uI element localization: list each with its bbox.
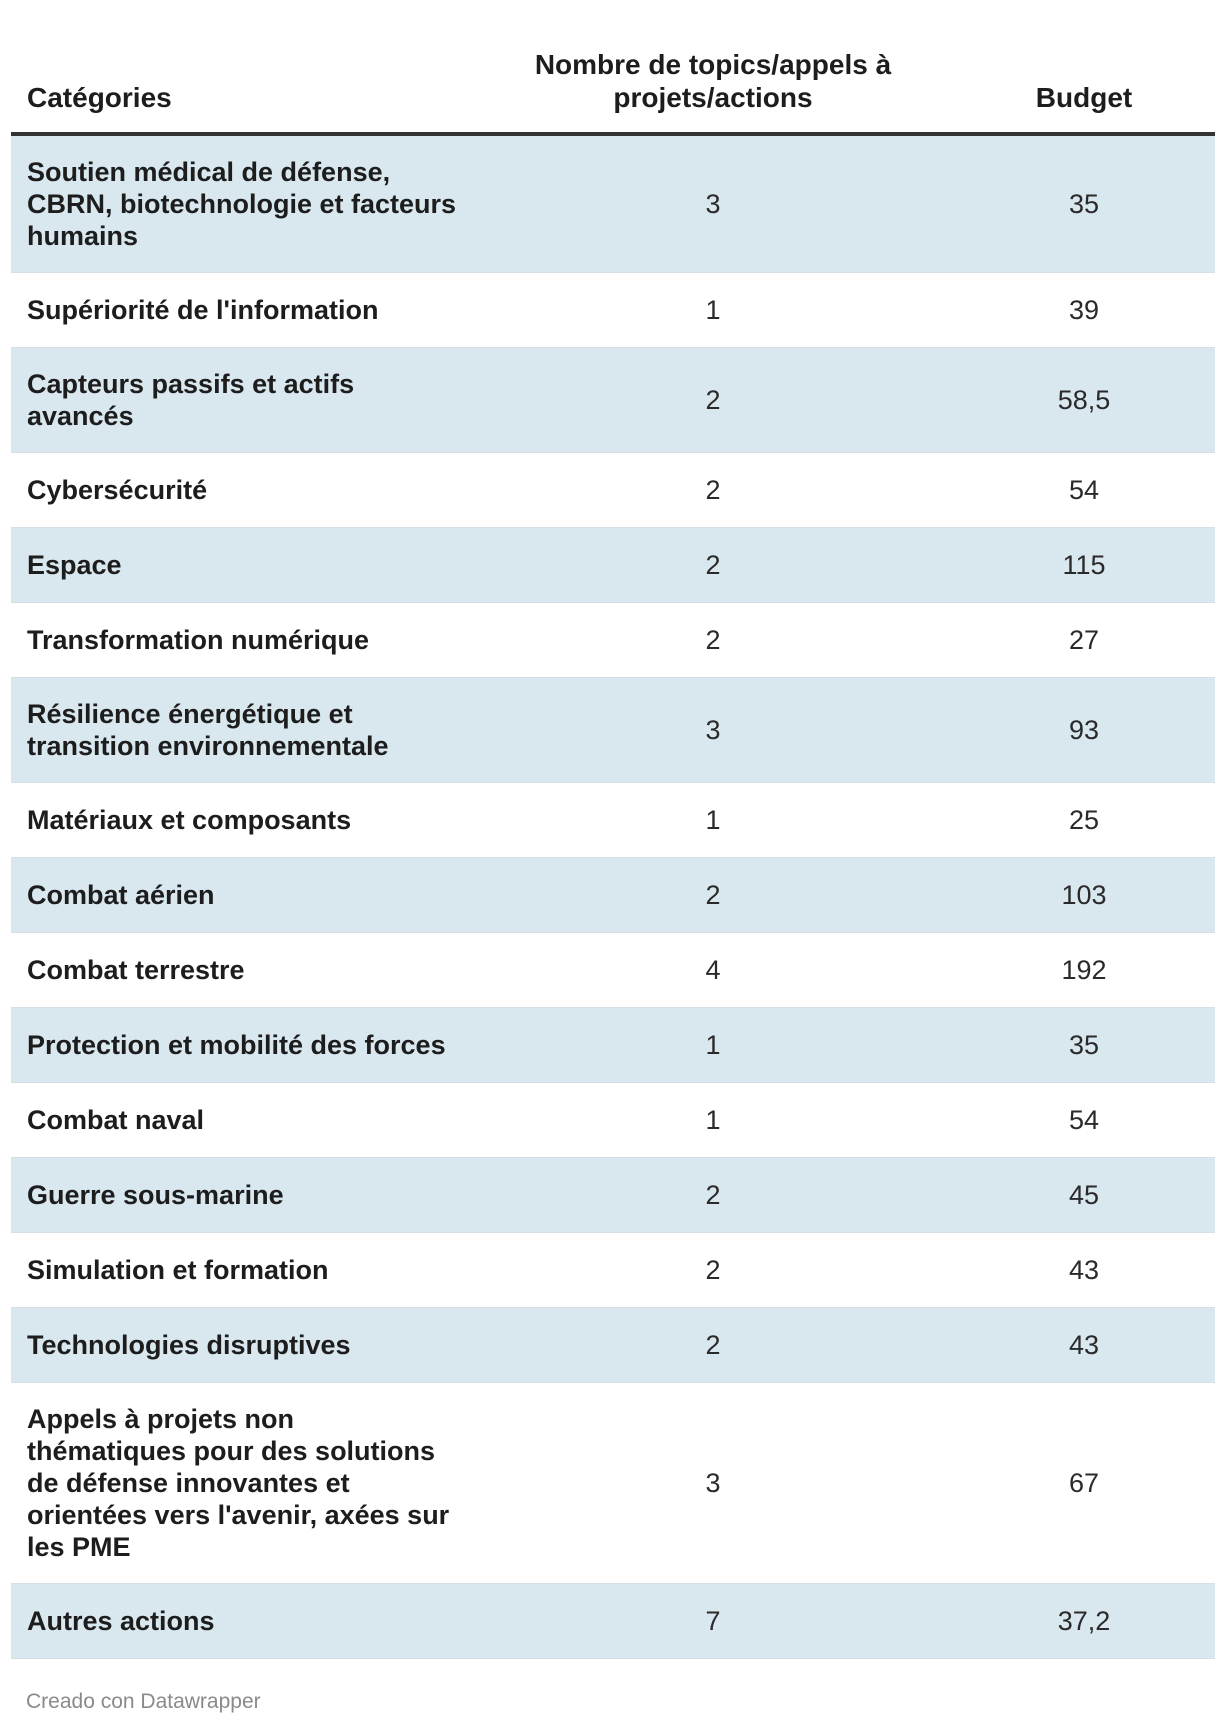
- cell-budget: 192: [953, 933, 1215, 1008]
- table-row: [11, 678, 1215, 783]
- datawrapper-credit[interactable]: Creado con Datawrapper: [26, 1690, 261, 1713]
- cell-category: Combat terrestre: [11, 933, 473, 1008]
- cell-category: Transformation numérique: [11, 603, 473, 678]
- cell-count: 2: [473, 528, 953, 603]
- cell-budget: 45: [953, 1158, 1215, 1233]
- cell-budget: 43: [953, 1308, 1215, 1383]
- cell-budget: 39: [953, 273, 1215, 348]
- cell-count: 2: [473, 603, 953, 678]
- column-header-count[interactable]: Nombre de topics/appels à projets/actions: [473, 40, 953, 134]
- cell-budget: 93: [953, 678, 1215, 783]
- cell-category: Combat naval: [11, 1083, 473, 1158]
- cell-budget: 35: [953, 134, 1215, 273]
- cell-count: 4: [473, 933, 953, 1008]
- cell-budget: 67: [953, 1383, 1215, 1584]
- cell-count: 2: [473, 858, 953, 933]
- table-row: [11, 1308, 1215, 1383]
- cell-count: 3: [473, 678, 953, 783]
- cell-category: Simulation et formation: [11, 1233, 473, 1308]
- cell-category: Résilience énergétique et transition environnementale: [11, 678, 473, 783]
- column-header-categories[interactable]: Catégories: [11, 40, 473, 134]
- data-table-container: [11, 40, 1215, 1659]
- table-row: [11, 348, 1215, 453]
- table-row: [11, 603, 1215, 678]
- cell-count: 2: [473, 1308, 953, 1383]
- cell-count: 1: [473, 273, 953, 348]
- table-row: [11, 1158, 1215, 1233]
- table-row: [11, 858, 1215, 933]
- cell-budget: 58,5: [953, 348, 1215, 453]
- table-row: [11, 1584, 1215, 1659]
- cell-count: 3: [473, 134, 953, 273]
- cell-budget: 54: [953, 1083, 1215, 1158]
- table-row: [11, 1008, 1215, 1083]
- cell-category: Combat aérien: [11, 858, 473, 933]
- cell-budget: 115: [953, 528, 1215, 603]
- table-row: [11, 528, 1215, 603]
- cell-count: 1: [473, 1008, 953, 1083]
- cell-category: Appels à projets non thématiques pour des solutions de défense innovantes et orientées vers l'avenir, axées sur les PME: [11, 1383, 473, 1584]
- cell-category: Supériorité de l'information: [11, 273, 473, 348]
- cell-category: Capteurs passifs et actifs avancés: [11, 348, 473, 453]
- table-row: [11, 1383, 1215, 1584]
- table-row: [11, 783, 1215, 858]
- cell-budget: 25: [953, 783, 1215, 858]
- cell-category: Guerre sous-marine: [11, 1158, 473, 1233]
- cell-budget: 37,2: [953, 1584, 1215, 1659]
- table-header-row: [11, 40, 1215, 134]
- cell-budget: 27: [953, 603, 1215, 678]
- cell-budget: 35: [953, 1008, 1215, 1083]
- cell-count: 1: [473, 1083, 953, 1158]
- cell-budget: 43: [953, 1233, 1215, 1308]
- table-row: [11, 134, 1215, 273]
- table-row: [11, 933, 1215, 1008]
- cell-count: 1: [473, 783, 953, 858]
- cell-budget: 103: [953, 858, 1215, 933]
- cell-category: Technologies disruptives: [11, 1308, 473, 1383]
- cell-category: Protection et mobilité des forces: [11, 1008, 473, 1083]
- cell-category: Matériaux et composants: [11, 783, 473, 858]
- cell-count: 2: [473, 1233, 953, 1308]
- cell-budget: 54: [953, 453, 1215, 528]
- cell-count: 3: [473, 1383, 953, 1584]
- table-row: [11, 273, 1215, 348]
- cell-category: Soutien médical de défense, CBRN, biotechnologie et facteurs humains: [11, 134, 473, 273]
- table-row: [11, 1233, 1215, 1308]
- column-header-budget[interactable]: Budget: [953, 40, 1215, 134]
- cell-category: Espace: [11, 528, 473, 603]
- data-table: [11, 40, 1215, 1659]
- table-row: [11, 453, 1215, 528]
- cell-category: Cybersécurité: [11, 453, 473, 528]
- cell-count: 7: [473, 1584, 953, 1659]
- cell-count: 2: [473, 1158, 953, 1233]
- table-row: [11, 1083, 1215, 1158]
- cell-count: 2: [473, 453, 953, 528]
- cell-category: Autres actions: [11, 1584, 473, 1659]
- cell-count: 2: [473, 348, 953, 453]
